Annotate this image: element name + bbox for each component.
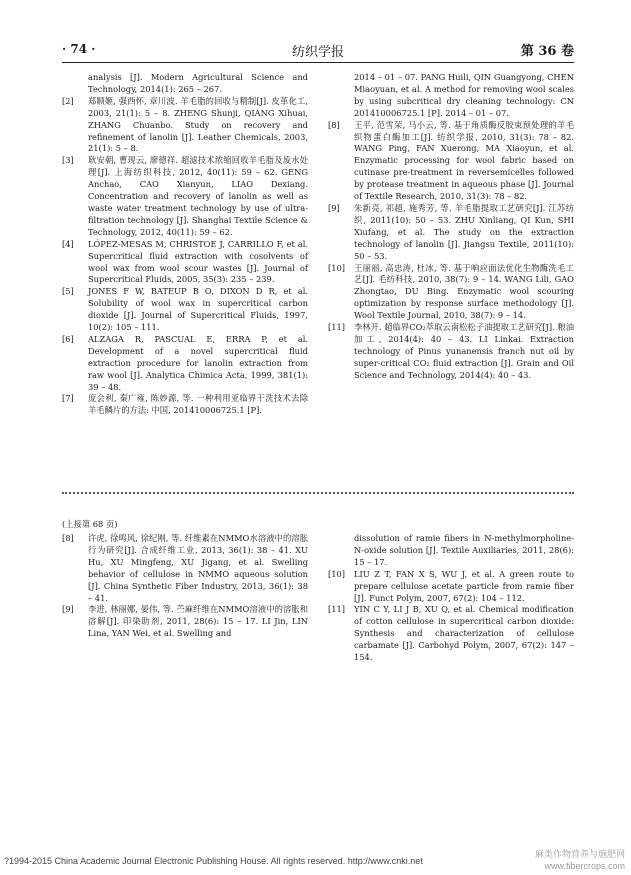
- reference-item: [328, 120, 574, 203]
- reference-number: [3]: [62, 155, 74, 166]
- reference-text: YIN C Y, LI J B, XU Q, et al. Chemical modification of cotton cellulose in supercritical carbon dioxide: Synthesis and characterization of cellulose carbamate [J]. Carbohyd Polym, 2007, 67(2): 147 – 154.: [354, 604, 574, 663]
- copyright-notice: ?1994-2015 China Academic Journal Electronic Publishing House. All rights reserved. http://www.cnki.net: [4, 856, 423, 866]
- reference-item: [328, 322, 574, 382]
- reference-text: dissolution of ramie fibers in N-methylmorpholine-N-oxide solution [J]. Textile Auxiliaries, 2011, 28(6): 15 – 17.: [354, 533, 574, 567]
- reference-text: 王平, 范雪荣, 马小云, 等. 基于角质酶反胶束预处理的羊毛织物蛋白酶加工[J]. 纺织学报, 2010, 31(3): 78 – 82. WANG Ping, FAN Xuerong, MA Xiaoyun, et al. Enzymatic processing for wool fabric based on cutinase pre-treatment in reversemicelles followed by protease treatment in aqueous phase [J]. Journal of Textile Research, 2010, 31(3): 78 – 82.: [354, 119, 574, 202]
- reference-item: [328, 533, 574, 569]
- reference-item: [62, 286, 308, 334]
- reference-item: [328, 604, 574, 664]
- reference-text: 朱新亮, 祁超, 施秀芳, 等. 羊毛脂提取工艺研究[J]. 江苏纺织, 2011(10): 50 – 53. ZHU Xinliang, QI Kun, SHI Xiufang, et al. The study on the extraction technology of lanolin [J]. Jiangsu Textile, 2011(10): 50 – 53.: [354, 202, 574, 261]
- reference-number: [2]: [62, 95, 74, 106]
- reference-item: [328, 263, 574, 323]
- reference-item: [62, 239, 308, 287]
- reference-number: [8]: [62, 533, 74, 543]
- reference-item: [328, 569, 574, 605]
- references-top-right: [328, 72, 574, 382]
- reference-number: [6]: [62, 333, 74, 344]
- references-top-left: [62, 72, 308, 417]
- reference-item: [62, 604, 308, 640]
- watermark: [465, 848, 625, 874]
- reference-item: [62, 72, 308, 96]
- reference-text: LÓPEZ-MESAS M, CHRISTOE J, CARRILLO F, et al. Supercritical fluid extraction with cosolvents of wool wax from wool scour wastes [J]. Journal of Supercritical Fluids, 2005, 35(3): 235 – 239.: [88, 238, 308, 285]
- reference-number: [11]: [328, 604, 346, 615]
- reference-text: ALZAGA R, PASCUAL E, ERRA P, et al. Development of a novel supercritical fluid extraction procedure for lanolin extraction from raw wool [J]. Analytica Chimica Acta, 1999, 381(1): 39 – 48.: [88, 333, 308, 392]
- page-header: [62, 38, 574, 64]
- section-divider: [62, 492, 574, 494]
- reference-text: 李进, 林丽娜, 晏伟, 等. 苎麻纤维在NMMO溶液中的溶胀和溶解[J]. 印染助剂, 2011, 28(6): 15 – 17. LI Jin, LIN Lina, YAN Wei, et al. Swelling and: [88, 604, 308, 639]
- header-rule: [62, 62, 574, 63]
- reference-number: [4]: [62, 238, 74, 249]
- reference-item: [62, 533, 308, 604]
- reference-text: 许虎, 徐鸣风, 徐纪刚, 等. 纤维素在NMMO水溶液中的溶胀行为研究[J]. 合成纤维工业, 2013, 36(1): 38 – 41. XU Hu, XU Mingfeng, XU Jigang, et al. Swelling behavior of cellulose in NMMO aqueous solution [J]. China Synthetic Fiber Industry, 2013, 36(1): 38 – 41.: [88, 533, 308, 603]
- reference-text: 2014 – 01 – 07. PANG Huili, QIN Guangyong, CHEN Miaoyuan, et al. A method for removing wool scales by using subcritical dry cleaning technology: CN 201410006725.1 [P]. 2014 – 01 – 07.: [354, 72, 574, 118]
- reference-text: 王丽丽, 高忠涛, 杜冰, 等. 基于响应面法优化生物酶洗毛工艺[J]. 毛纺科技, 2010, 38(7): 9 – 14. WANG Lili, GAO Zhongtao, DU Bing. Enzymatic wool scouring optimization by response surface methodology [J]. Wool Textile Journal, 2010, 38(7): 9 – 14.: [354, 262, 574, 321]
- references-bottom-right: [328, 533, 574, 664]
- continued-from-label: (上接第 68 页): [62, 519, 118, 529]
- watermark-url: www.fibercrops.com: [544, 861, 625, 871]
- reference-text: 耿安朝, 曹现云, 廖德祥. 超滤技术浓缩回收羊毛脂及废水处理[J]. 上海纺织科技, 2012, 40(11): 59 – 62. GENG Anchao, CAO Xianyun, LIAO Dexiang. Concentration and recovery of lanolin as well as waste water treatment technology by use of ultra-filtration technology [J]. Shanghai Textile Science & Technology, 2012, 40(11): 59 – 62.: [88, 155, 308, 237]
- page-footer: [0, 848, 631, 875]
- watermark-site-name: 麻类作物营养与施肥网: [534, 849, 625, 859]
- reference-item: [328, 203, 574, 263]
- reference-number: [8]: [328, 119, 340, 130]
- reference-number: [11]: [328, 322, 346, 333]
- reference-text: JONES F W, BATEUP B O, DIXON D R, et al. Solubility of wool wax in supercritical carbon dioxide [J]. Journal of Supercritical Fluids, 1997, 10(2): 105 – 111.: [88, 286, 308, 333]
- reference-number: [5]: [62, 286, 74, 297]
- reference-text: LIU Z T, FAN X S, WU J, et al. A green route to prepare cellulose acetate particle from ramie fiber [J]. Funct Polym, 2007, 67(2): 104 – 112.: [354, 568, 574, 603]
- reference-item: [62, 155, 308, 238]
- reference-text: analysis [J]. Modern Agricultural Science and Technology, 2014(1): 265 – 267.: [88, 72, 308, 94]
- journal-title: 纺织学报: [291, 45, 344, 60]
- reference-text: 郑顺姬, 强西怀, 章川波. 羊毛脂的回收与精制[J]. 皮革化工, 2003, 21(1): 5 – 8. ZHENG Shunji, QIANG Xihuai, ZHANG Chuanbo. Study on recovery and refinement of lanolin [J]. Leather Chemicals, 2003, 21(1): 5 – 8.: [88, 95, 308, 154]
- reference-text: 庞会利, 秦广雍, 陈妙源, 等. 一种利用亚临界干洗技术去除羊毛鳞片的方法: 中国, 201410006725.1 [P].: [88, 393, 308, 416]
- reference-item: [328, 72, 574, 120]
- reference-number: [7]: [62, 393, 74, 404]
- reference-text: 李林开. 超临界CO₂萃取云南松松子油提取工艺研究[J]. 粮油加工, 2014(4): 40 – 43. LI Linkai. Extraction technology of Pinus yunanensis franch nut oil by super-critical CO₂ fluid extraction [J]. Grain and Oil Science and Technology, 2014(4): 40 – 43.: [354, 322, 574, 380]
- reference-item: [62, 96, 308, 156]
- volume-label: 第 36 卷: [520, 44, 574, 59]
- reference-number: [9]: [62, 604, 74, 615]
- references-bottom-left: [62, 533, 308, 640]
- reference-number: [9]: [328, 202, 340, 213]
- page-number: · 74 ·: [62, 42, 96, 56]
- reference-number: [10]: [328, 262, 346, 273]
- reference-item: [62, 334, 308, 394]
- reference-item: [62, 393, 308, 417]
- reference-number: [10]: [328, 568, 346, 579]
